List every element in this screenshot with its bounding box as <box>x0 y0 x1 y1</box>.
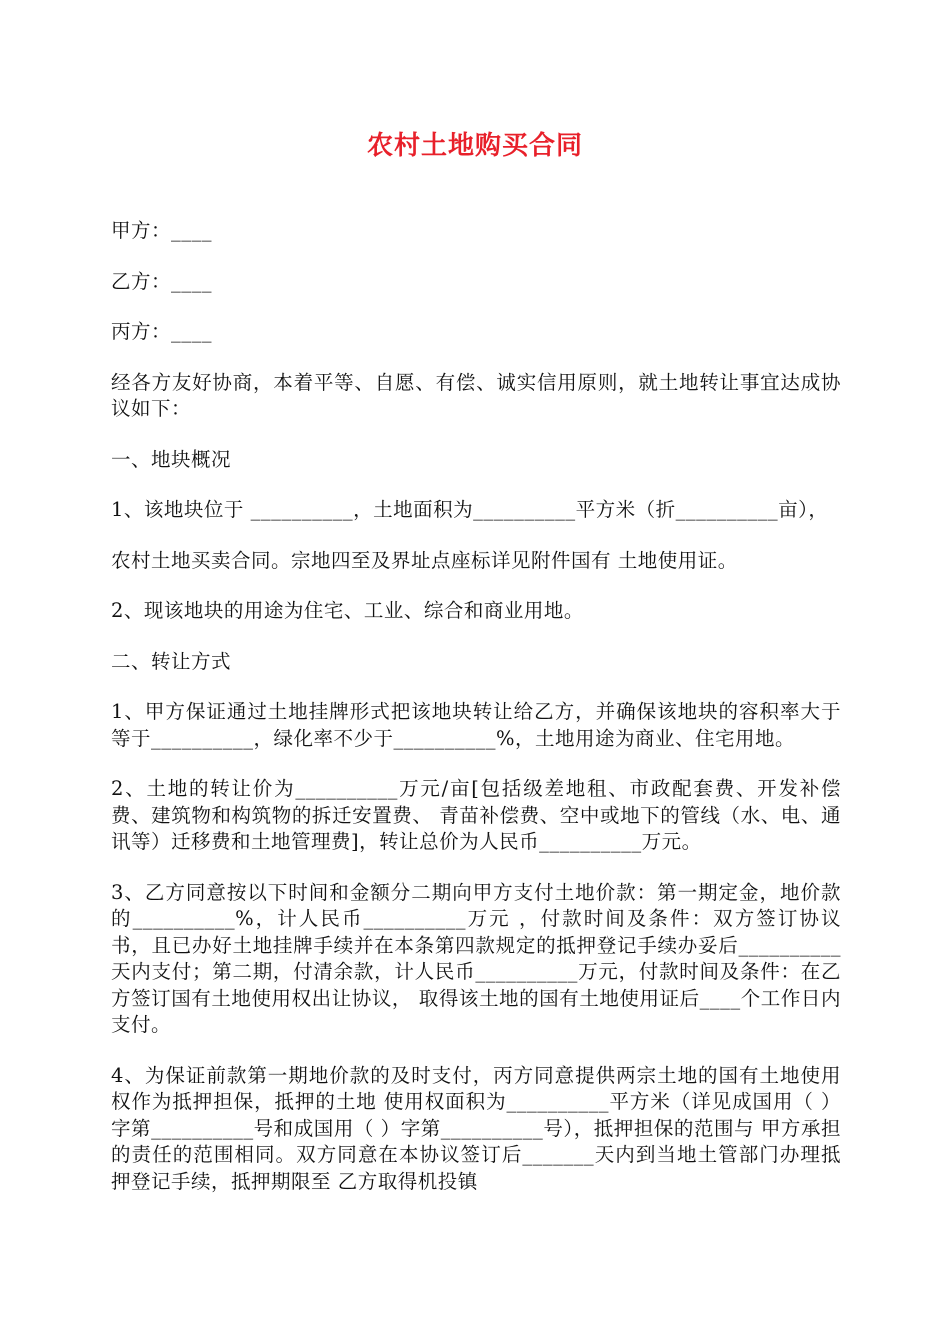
party-a-line: 甲方：____ <box>111 219 213 242</box>
clause-1-1-continuation: 农村土地买卖合同。宗地四至及界址点座标详见附件国有 土地使用证。 <box>111 548 738 572</box>
clause-2-1-listing: 1、甲方保证通过土地挂牌形式把该地块转让给乙方，并确保该地块的容积率大于等于__________，绿化率不少于__________%，土地用途为商业、住宅用地。 <box>111 700 841 750</box>
section-heading-plot-overview: 一、地块概况 <box>111 447 232 471</box>
document-title: 农村土地购买合同 <box>366 131 583 161</box>
preamble-paragraph: 经各方友好协商，本着平等、自愿、有偿、诚实信用原则，就土地转让事宜达成协议如下： <box>111 370 841 420</box>
party-b-line: 乙方：____ <box>111 269 213 293</box>
clause-1-1-location: 1、该地块位于 __________，土地面积为__________平方米（折__________亩）， <box>111 498 829 521</box>
clause-1-2-land-use: 2、现该地块的用途为住宅、工业、综合和商业用地。 <box>111 599 584 622</box>
document-body <box>111 218 841 1219</box>
clause-2-4-mortgage: 4、为保证前款第一期地价款的及时支付，丙方同意提供两宗土地的国有土地使用权作为抵押担保，抵押的土地 使用权面积为__________平方米（详见成国用（ ）字第__________号和成国用（ ）字第__________号），抵押担保的范围与 甲方承担的责任的范围相同。双方同意在本协议签订后_______天内到当地土管部门办理抵押登记手续，抵押期限至 乙方取得机投镇 <box>111 1063 841 1193</box>
clause-2-2-price: 2、土地的转让价为__________万元/亩[包括级差地租、市政配套费、开发补偿费、建筑物和构筑物的拆迁安置费、 青苗补偿费、空中或地下的管线（水、电、通讯等）迁移费和土地管理费]，转让总价为人民币__________万元。 <box>111 777 841 853</box>
clause-2-3-payment: 3、乙方同意按以下时间和金额分二期向甲方支付土地价款：第一期定金，地价款的__________%，计人民币__________万元 ，付款时间及条件：双方签订协议书，且已办好土地挂牌手续并在本条第四款规定的抵押登记手续办妥后__________天内支付；第二期，付清余款，计人民币__________万元，付款时间及条件：在乙方签订国有土地使用权出让协议， 取得该土地的国有土地使用证后____个工作日内支付。 <box>111 880 841 1036</box>
section-heading-transfer-method: 二、转让方式 <box>111 649 232 673</box>
party-c-line: 丙方：____ <box>111 320 213 343</box>
